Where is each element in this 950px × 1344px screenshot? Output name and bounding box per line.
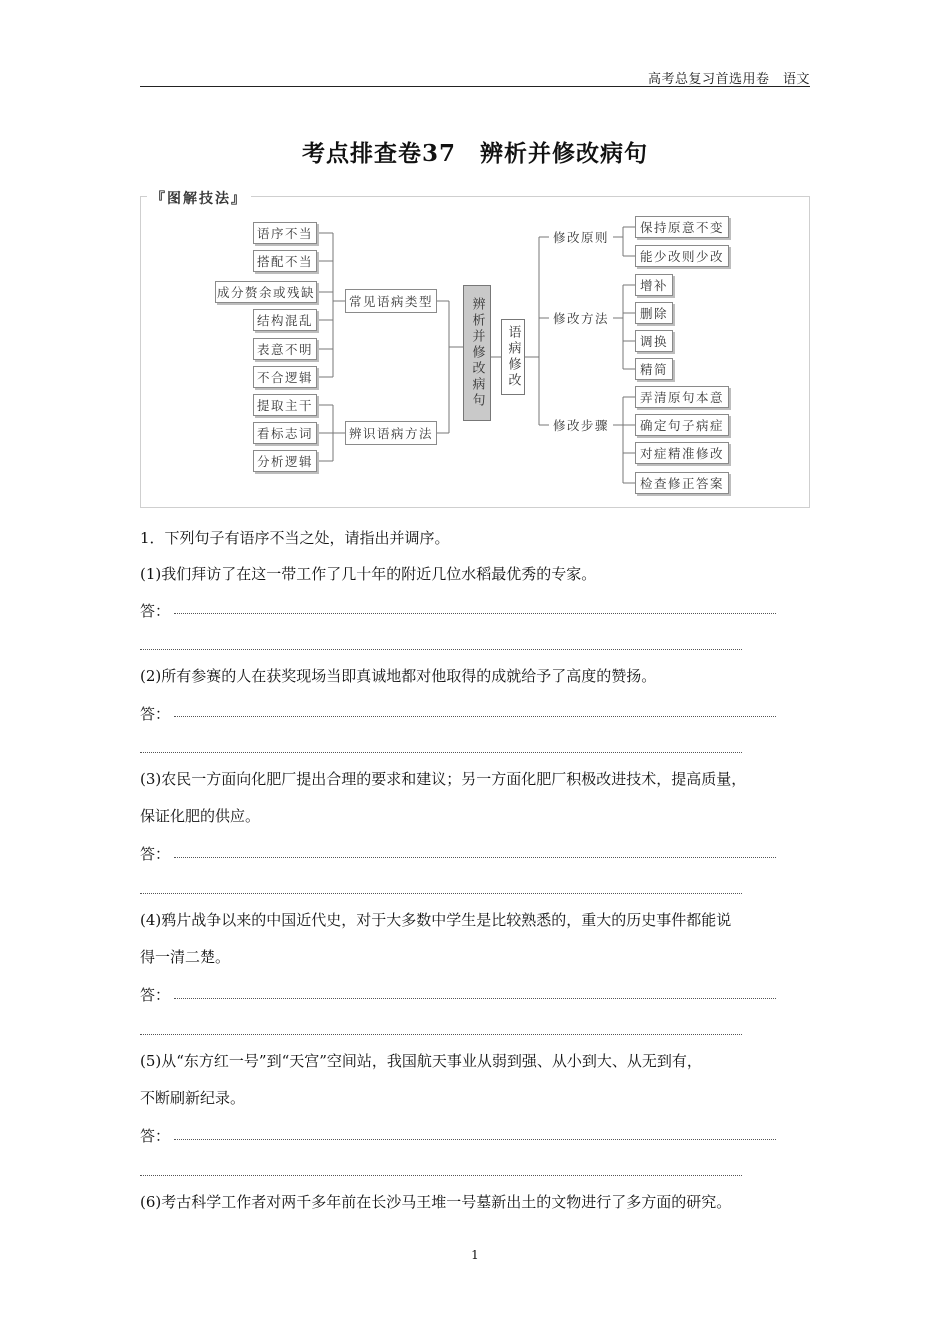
method-item: 看标志词 (253, 422, 317, 444)
answer-label: 答： (140, 845, 171, 863)
question-item: (1)我们拜访了在这一带工作了几十年的附近几位水稻最优秀的专家。 (140, 565, 597, 583)
header-text: 高考总复习首选用卷 语文 (647, 72, 810, 87)
approach-item: 调换 (635, 330, 673, 352)
header-rule (140, 86, 810, 87)
type-item: 语序不当 (253, 222, 317, 244)
answer-label: 答： (140, 1127, 171, 1145)
answer-line[interactable] (140, 1175, 742, 1176)
type-item: 不合逻辑 (253, 366, 317, 388)
answer-label: 答： (140, 705, 171, 723)
question-item-continued: 保证化肥的供应。 (140, 807, 261, 825)
step-item: 弄清原句本意 (635, 386, 729, 408)
answer-line[interactable] (140, 893, 742, 894)
question-item-continued: 得一清二楚。 (140, 948, 231, 966)
principle-label: 修改原则 (549, 225, 613, 249)
type-item: 成分赘余或残缺 (215, 281, 317, 303)
principle-item: 保持原意不变 (635, 216, 729, 238)
type-item: 表意不明 (253, 338, 317, 360)
approach-label: 修改方法 (549, 306, 613, 330)
type-item: 结构混乱 (253, 309, 317, 331)
question-intro: 1．下列句子有语序不当之处，请指出并调序。 (140, 529, 450, 547)
principle-item: 能少改则少改 (635, 245, 729, 267)
method-label: 辨识语病方法 (345, 421, 437, 445)
answer-label: 答： (140, 602, 171, 620)
step-item: 对症精准修改 (635, 442, 729, 464)
answer-line[interactable] (174, 716, 776, 717)
center-topic: 辨析并修改病句 (463, 285, 491, 421)
diagram-label: 『图解技法』 (147, 188, 251, 208)
answer-line[interactable] (174, 857, 776, 858)
answer-label: 答： (140, 986, 171, 1004)
question-item: (5)从“东方红一号”到“天宫”空间站，我国航天事业从弱到强、从小到大、从无到有， (140, 1052, 702, 1070)
page-title: 考点排查卷37 辨析并修改病句 (301, 140, 648, 167)
type-item: 搭配不当 (253, 250, 317, 272)
question-item: (3)农民一方面向化肥厂提出合理的要求和建议；另一方面化肥厂积极改进技术，提高质量， (140, 770, 747, 788)
question-item: (2)所有参赛的人在获奖现场当即真诚地都对他取得的成就给予了高度的赞扬。 (140, 667, 657, 685)
mind-map-diagram (140, 191, 810, 508)
question-item: (6)考古科学工作者对两千多年前在长沙马王堆一号墓新出土的文物进行了多方面的研究。 (140, 1193, 732, 1211)
question-item-continued: 不断刷新纪录。 (140, 1089, 246, 1107)
approach-item: 增补 (635, 274, 673, 296)
method-item: 分析逻辑 (253, 450, 317, 472)
approach-item: 精简 (635, 358, 673, 380)
step-item: 确定句子病症 (635, 414, 729, 436)
fix-topic: 语病修改 (501, 319, 525, 395)
answer-line[interactable] (174, 998, 776, 999)
method-item: 提取主干 (253, 394, 317, 416)
approach-item: 删除 (635, 302, 673, 324)
answer-line[interactable] (140, 649, 742, 650)
answer-line[interactable] (174, 1139, 776, 1140)
types-label: 常见语病类型 (345, 289, 437, 313)
step-item: 检查修正答案 (635, 472, 729, 494)
question-item: (4)鸦片战争以来的中国近代史，对于大多数中学生是比较熟悉的，重大的历史事件都能说 (140, 911, 732, 929)
steps-label: 修改步骤 (549, 413, 613, 437)
answer-line[interactable] (140, 752, 742, 753)
answer-line[interactable] (140, 1034, 742, 1035)
page-number: 1 (471, 1248, 479, 1262)
answer-line[interactable] (174, 613, 776, 614)
